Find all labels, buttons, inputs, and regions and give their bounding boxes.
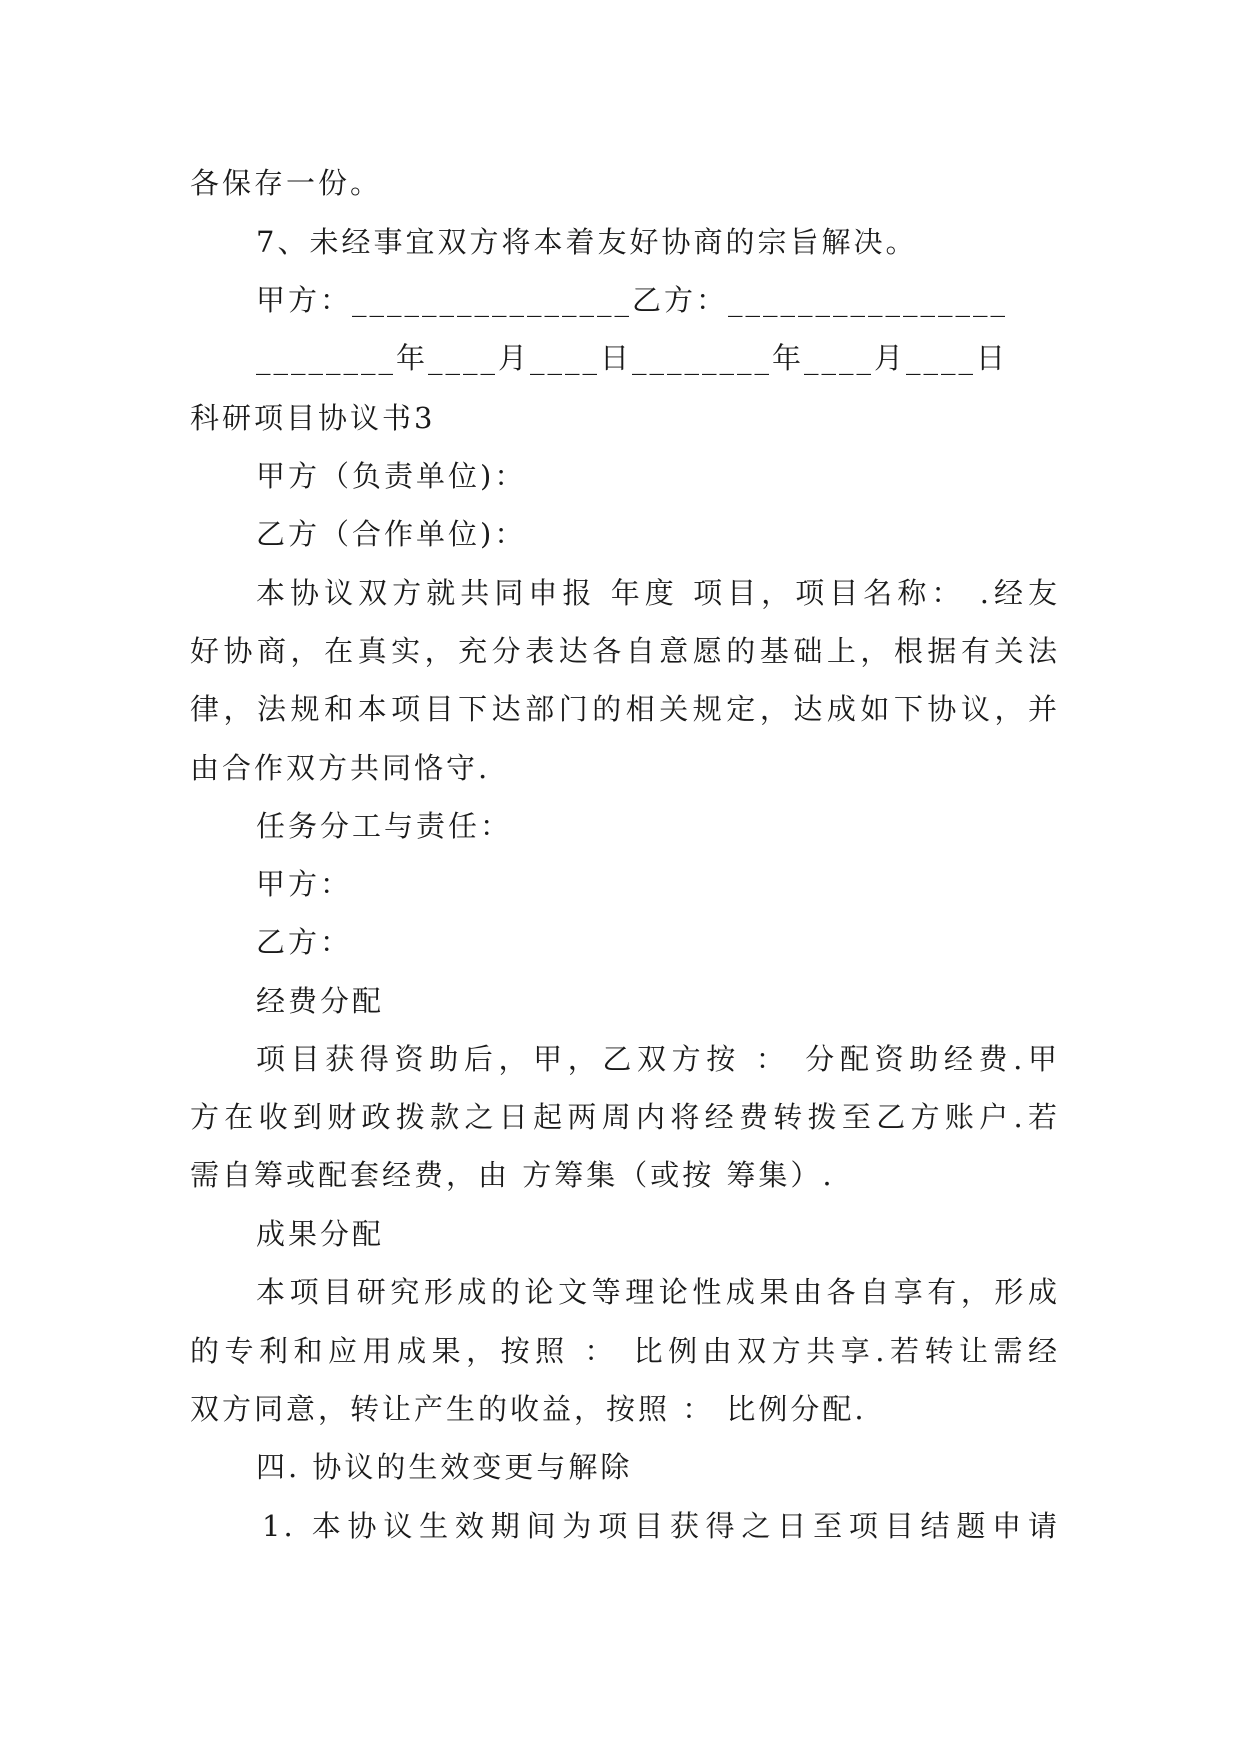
text-line: 任务分工与责任： (256, 809, 513, 843)
text-line: 各保存一份。 (190, 166, 383, 200)
text-line: 甲方： (256, 867, 353, 901)
text-line: 双方同意，转让产生的收益，按照 ： 比例分配. (190, 1392, 867, 1426)
text-line: 由合作双方共同恪守. (190, 751, 491, 785)
text-line: 本项目研究形成的论文等理论性成果由各自享有，形成 (256, 1275, 1060, 1309)
text-line: 律，法规和本项目下达部门的相关规定，达成如下协议，并 (190, 692, 1060, 726)
text-line: 乙方（合作单位)： (256, 517, 527, 551)
subheading: 成果分配 (256, 1217, 385, 1251)
section-title: 科研项目协议书3 (190, 401, 436, 435)
section-heading: 四. 协议的生效变更与解除 (256, 1450, 633, 1484)
signature-line-parties: 甲方：________________乙方：________________ (256, 283, 1009, 317)
text-line: 需自筹或配套经费，由 方筹集（或按 筹集）. (190, 1158, 835, 1192)
subheading: 经费分配 (256, 984, 385, 1018)
text-line: 乙方： (256, 925, 353, 959)
text-line: 项目获得资助后，甲，乙双方按 ： 分配资助经费.甲 (256, 1042, 1060, 1076)
text-line: 方在收到财政拨款之日起两周内将经费转拨至乙方账户.若 (190, 1100, 1060, 1134)
text-line: 的专利和应用成果，按照 ： 比例由双方共享.若转让需经 (190, 1334, 1060, 1368)
text-line: 本协议双方就共同申报 年度 项目，项目名称： .经友 (256, 576, 1060, 610)
text-line: 7、未经事宜双方将本着友好协商的宗旨解决。 (256, 225, 918, 259)
text-line: 好协商，在真实，充分表达各自意愿的基础上，根据有关法 (190, 634, 1060, 668)
text-line: 甲方（负责单位)： (256, 459, 527, 493)
signature-line-dates: ________年____月____日________年____月____日 (256, 341, 1009, 375)
text-line: 1. 本协议生效期间为项目获得之日至项目结题申请 (262, 1509, 1060, 1543)
